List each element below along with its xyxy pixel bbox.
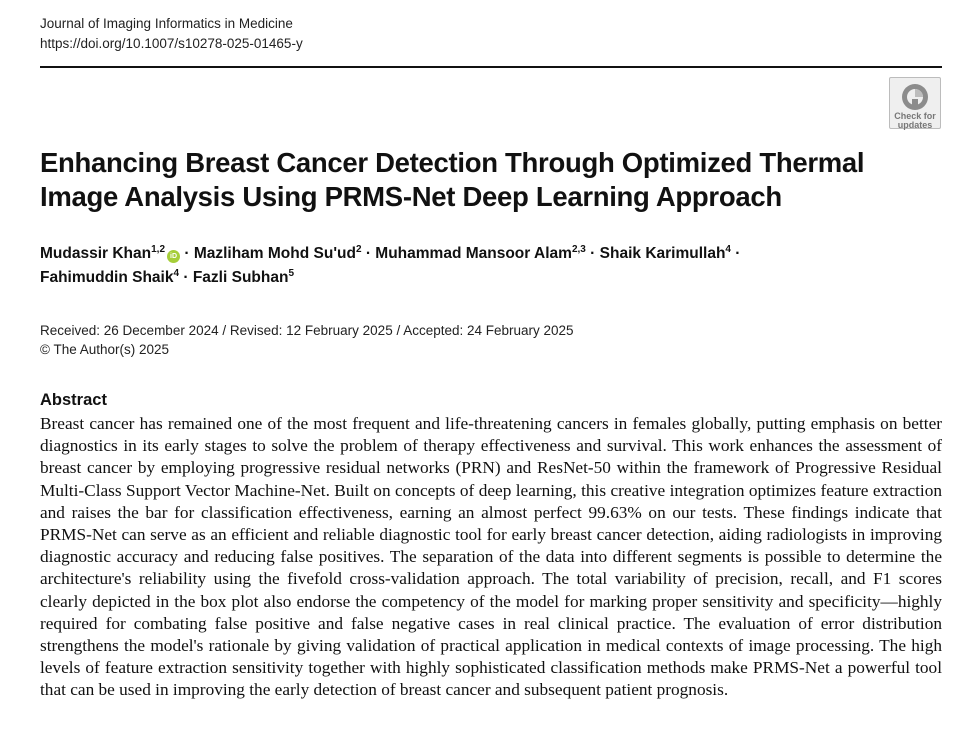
author-separator: · — [184, 245, 190, 262]
author-name[interactable]: Mudassir Khan — [40, 245, 152, 262]
journal-name: Journal of Imaging Informatics in Medicine — [40, 16, 293, 31]
badge-line1: Check for — [894, 111, 936, 121]
copyright-notice: © The Author(s) 2025 — [40, 342, 170, 357]
author-name[interactable]: Fazli Subhan — [192, 269, 289, 286]
orcid-icon[interactable]: iD — [167, 250, 180, 263]
journal-header — [40, 14, 303, 54]
title-line-1: Enhancing Breast Cancer Detection Through Optimized Thermal — [40, 147, 865, 178]
author-separator: · — [183, 269, 189, 286]
author-affiliation: 4 — [173, 268, 180, 279]
author-list — [40, 242, 940, 290]
title-line-2: Image Analysis Using PRMS-Net Deep Learning Approach — [40, 181, 782, 212]
author-affiliation: 2 — [355, 244, 362, 255]
author-line-1 — [40, 242, 940, 266]
history-dates: Received: 26 December 2024 / Revised: 12 February 2025 / Accepted: 24 February 2025 — [40, 323, 574, 338]
doi-link[interactable]: https://doi.org/10.1007/s10278-025-01465-y — [40, 36, 303, 51]
author-affiliation: 2,3 — [571, 244, 586, 255]
badge-line2: updates — [897, 120, 933, 130]
author-affiliation: 5 — [288, 268, 294, 279]
author-separator: · — [735, 245, 741, 262]
author-separator: · — [590, 245, 596, 262]
author-name[interactable]: Mazliham Mohd Su'ud — [193, 245, 356, 262]
check-for-updates-icon — [901, 83, 929, 111]
author-line-2 — [40, 266, 940, 290]
paper-title — [40, 146, 920, 214]
author-separator: · — [365, 245, 371, 262]
header-divider — [40, 66, 942, 68]
author-name[interactable]: Muhammad Mansoor Alam — [375, 245, 572, 262]
author-affiliation: 4 — [725, 244, 731, 255]
abstract-text: Breast cancer has remained one of the most frequent and life-threatening cancers in females globally, putting emphasis on better diagnostics in its early stages to solve the problem of therapy effectiveness and survival. This work enhances the assessment of breast cancer by employing progressive residual networks (PRN) and ResNet-50 within the framework of Progressive Residual Multi-Class Support Vector Machine-Net. Built on concepts of deep learning, this creative integration optimizes feature extraction and raises the bar for classification effectiveness, earning an almost perfect 99.63% on our tests. These findings indicate that PRMS-Net can serve as an efficient and reliable diagnostic tool for early breast cancer detection, aiding radiologists in improving diagnostic accuracy and reducing false positives. The separation of the data into different segments is possible to determine the architecture's reliability using the fivefold cross-validation approach. The total variability of precision, recall, and F1 scores clearly depicted in the box plot also endorse the competency of the model for marking proper sensitivity and specificity—highly required for combating false positive and false negative cases in real clinical practice. The evaluation of error distribution strengthens the model's rationale by giving validation of practical application in medical contexts of image processing. The high levels of feature extraction sensitivity together with highly sophisticated classification methods make PRMS-Net a powerful tool that can be used in improving the early detection of breast cancer and subsequent patient prognosis. — [40, 414, 942, 700]
author-affiliation: 1,2 — [151, 244, 166, 255]
abstract-heading: Abstract — [40, 391, 107, 409]
author-name[interactable]: Shaik Karimullah — [599, 245, 726, 262]
check-for-updates-badge[interactable] — [889, 77, 941, 129]
publication-dates — [40, 321, 574, 359]
author-name[interactable]: Fahimuddin Shaik — [40, 269, 174, 286]
